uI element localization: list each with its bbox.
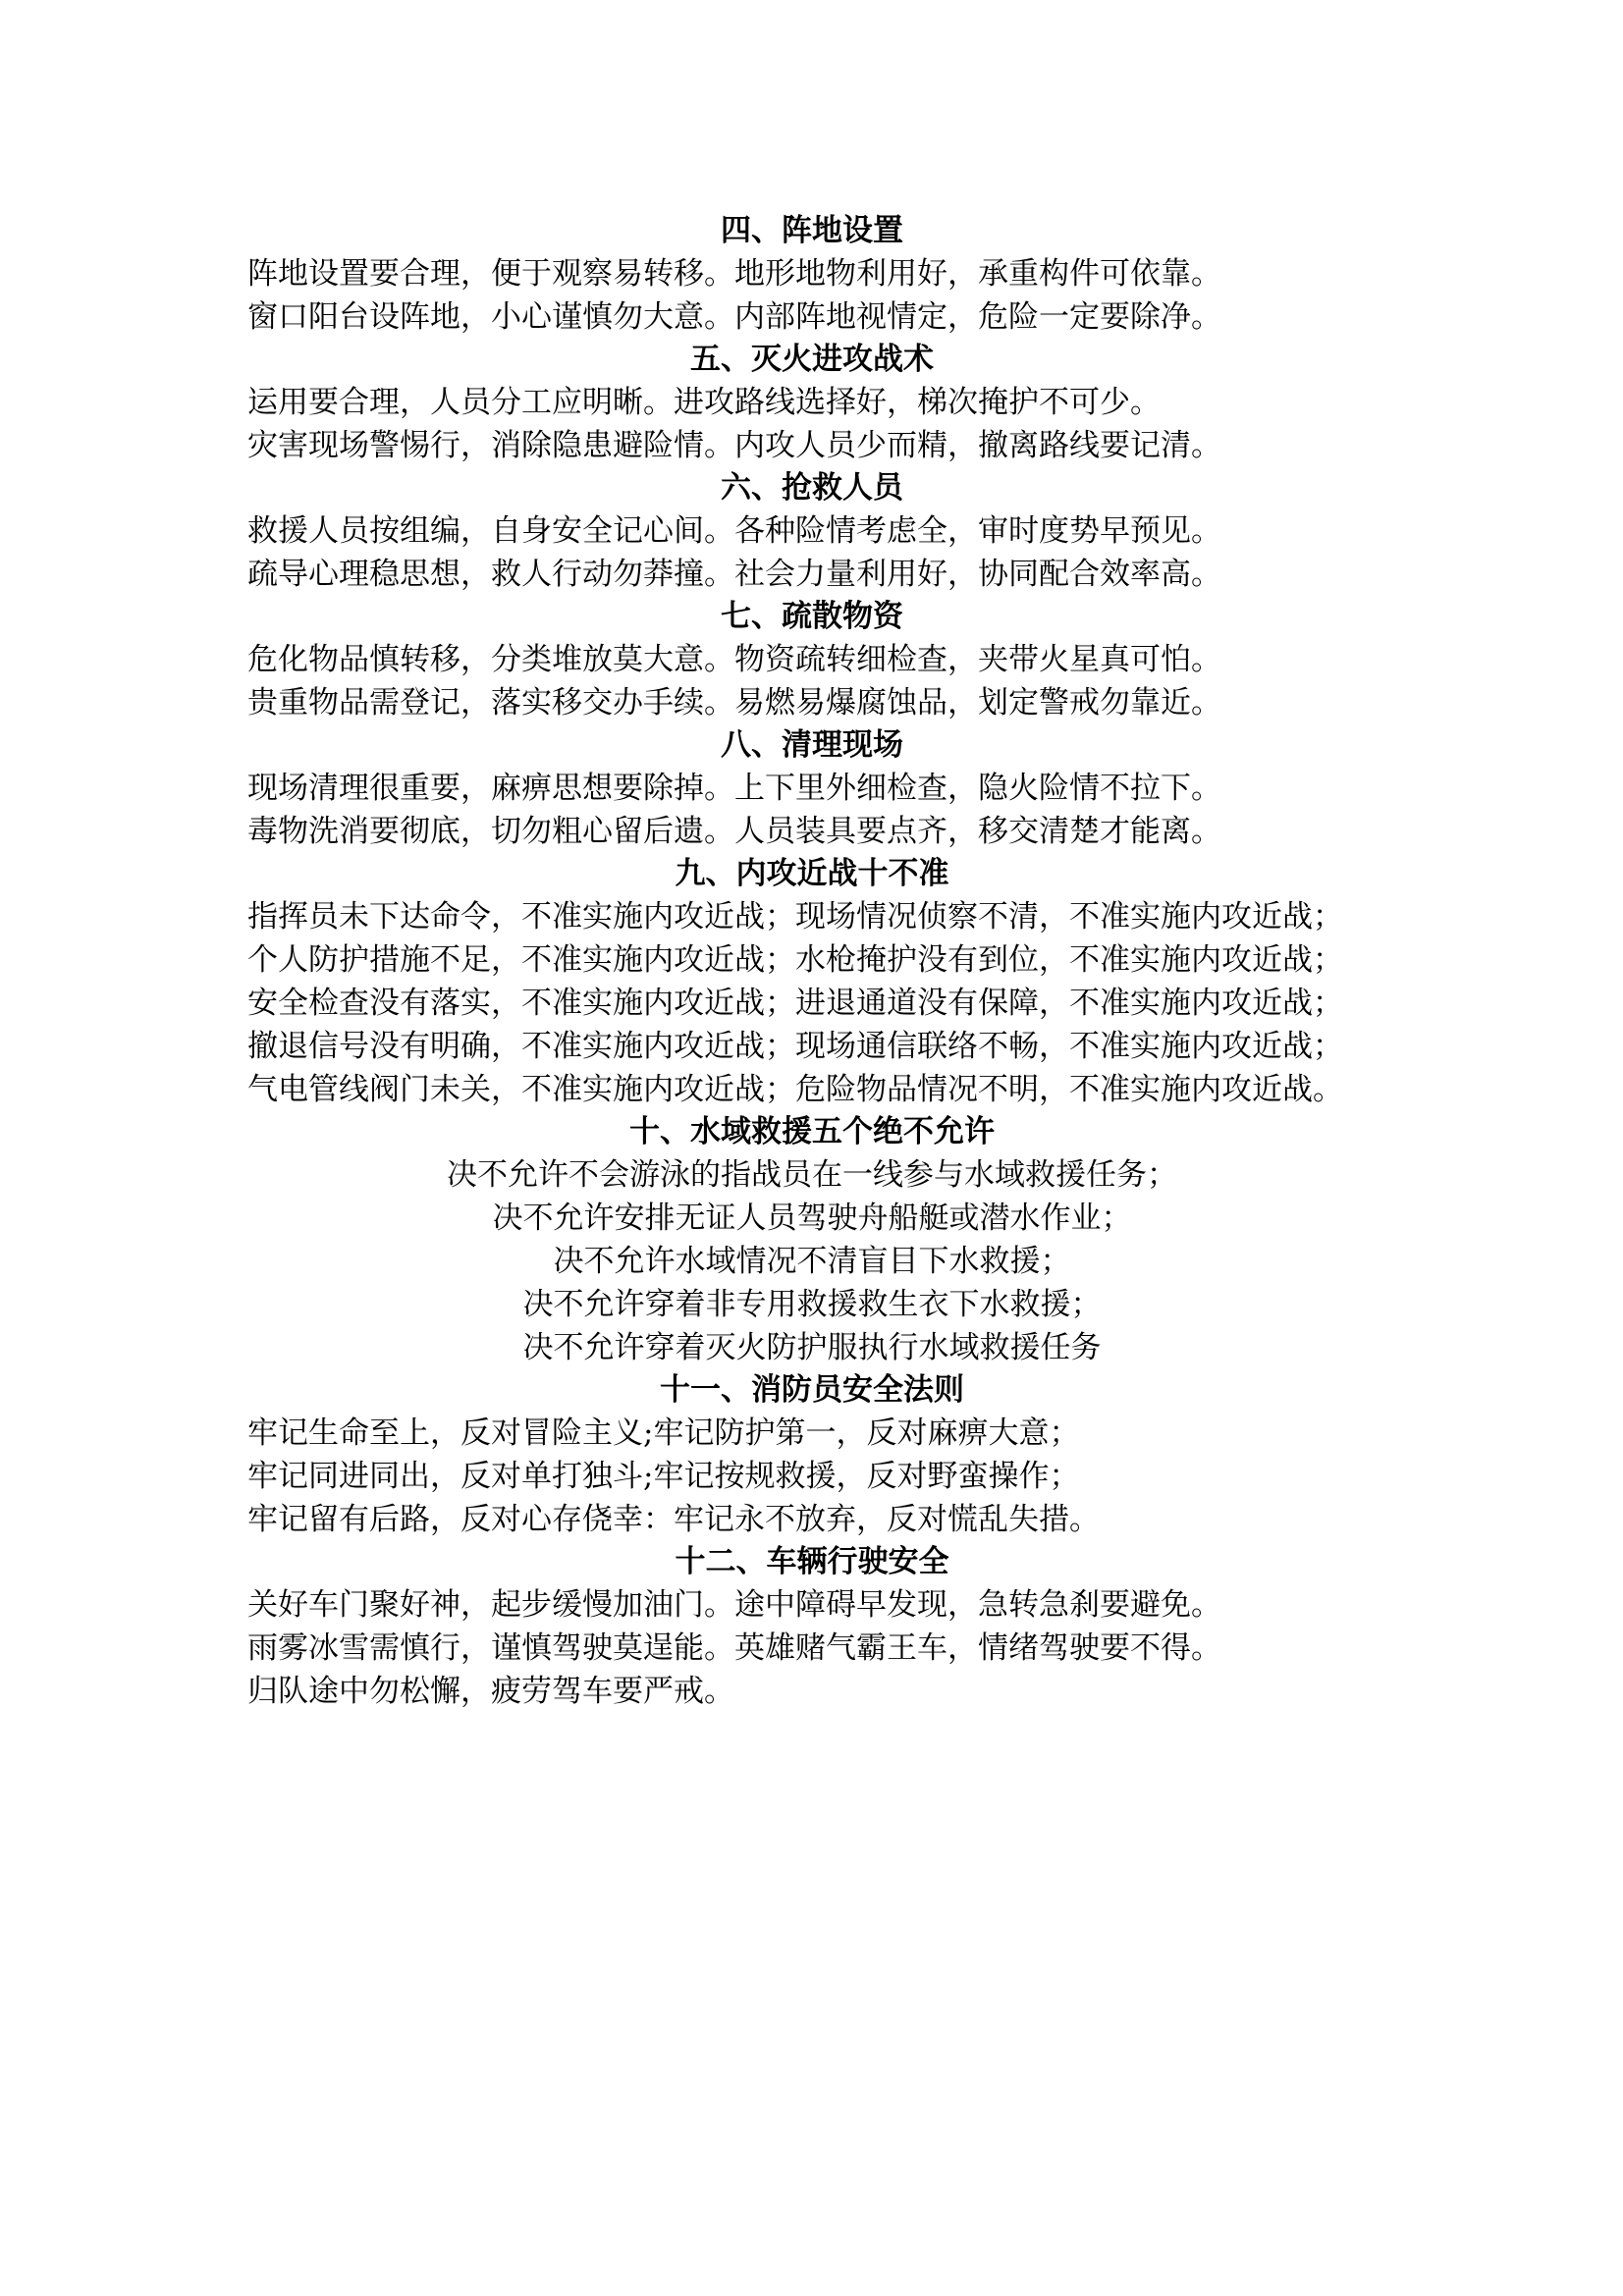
paragraph-line: 雨雾冰雪需慎行，谨慎驾驶莫逞能。英雄赌气霸王车，情绪驾驶要不得。 [247,1630,1221,1666]
paragraph-line: 危化物品慎转移，分类堆放莫大意。物资疏转细检查，夹带火星真可怕。 [247,642,1221,677]
paragraph-line: 灾害现场警惕行，消除隐患避险情。内攻人员少而精，撤离路线要记清。 [247,428,1221,463]
section-heading: 八、清理现场 [721,727,903,763]
paragraph-line: 毒物洗消要彻底，切勿粗心留后遗。人员装具要点齐，移交清楚才能离。 [247,814,1221,849]
paragraph-line: 贵重物品需登记，落实移交办手续。易燃易爆腐蚀品，划定警戒勿靠近。 [247,685,1221,721]
section-heading: 十二、车辆行驶安全 [675,1544,949,1579]
paragraph-line: 决不允许水域情况不清盲目下水救援； [553,1244,1071,1279]
section-heading: 十、水域救援五个绝不允许 [629,1114,995,1149]
paragraph-line: 决不允许穿着灭火防护服执行水域救援任务 [522,1330,1102,1365]
paragraph-line: 指挥员未下达命令，不准实施内攻近战；现场情况侦察不清，不准实施内攻近战； [247,899,1343,934]
paragraph-line: 运用要合理，人员分工应明晰。进攻路线选择好，梯次掩护不可少。 [247,385,1161,420]
paragraph-line: 牢记留有后路，反对心存侥幸：牢记永不放弃，反对慌乱失措。 [247,1502,1100,1537]
paragraph-line: 窗口阳台设阵地，小心谨慎勿大意。内部阵地视情定，危险一定要除净。 [247,299,1221,335]
document-page [247,210,1377,1713]
section-heading: 四、阵地设置 [721,213,903,248]
paragraph-line: 撤退信号没有明确，不准实施内攻近战；现场通信联络不畅，不准实施内攻近战； [247,1029,1343,1064]
section-heading: 十一、消防员安全法则 [660,1372,964,1408]
paragraph-line: 决不允许穿着非专用救援救生衣下水救援； [522,1287,1102,1322]
paragraph-line: 关好车门聚好神，起步缓慢加油门。途中障碍早发现，急转急刹要避免。 [247,1587,1221,1623]
section-heading: 九、内攻近战十不准 [675,856,949,891]
paragraph-line: 个人防护措施不足，不准实施内攻近战；水枪掩护没有到位，不准实施内攻近战； [247,942,1343,978]
paragraph-line: 决不允许不会游泳的指战员在一线参与水域救援任务； [447,1157,1177,1193]
paragraph-line: 决不允许安排无证人员驾驶舟船艇或潜水作业； [492,1201,1132,1236]
paragraph-line: 疏导心理稳思想，救人行动勿莽撞。社会力量利用好，协同配合效率高。 [247,557,1221,592]
section-heading: 六、抢救人员 [721,470,903,506]
paragraph-line: 现场清理很重要，麻痹思想要除掉。上下里外细检查，隐火险情不拉下。 [247,771,1221,806]
paragraph-line: 阵地设置要合理，便于观察易转移。地形地物利用好，承重构件可依靠。 [247,256,1221,292]
paragraph-line: 牢记同进同出，反对单打独斗;牢记按规救援，反对野蛮操作； [247,1459,1080,1494]
paragraph-line: 气电管线阀门未关，不准实施内攻近战；危险物品情况不明，不准实施内攻近战。 [247,1072,1343,1107]
section-heading: 五、灭火进攻战术 [690,342,934,377]
paragraph-line: 归队途中勿松懈，疲劳驾车要严戒。 [247,1674,734,1709]
paragraph-line: 牢记生命至上，反对冒险主义;牢记防护第一，反对麻痹大意； [247,1415,1080,1451]
paragraph-line: 安全检查没有落实，不准实施内攻近战；进退通道没有保障，不准实施内攻近战； [247,986,1343,1021]
section-heading: 七、疏散物资 [721,599,903,634]
paragraph-line: 救援人员按组编，自身安全记心间。各种险情考虑全，审时度势早预见。 [247,513,1221,549]
